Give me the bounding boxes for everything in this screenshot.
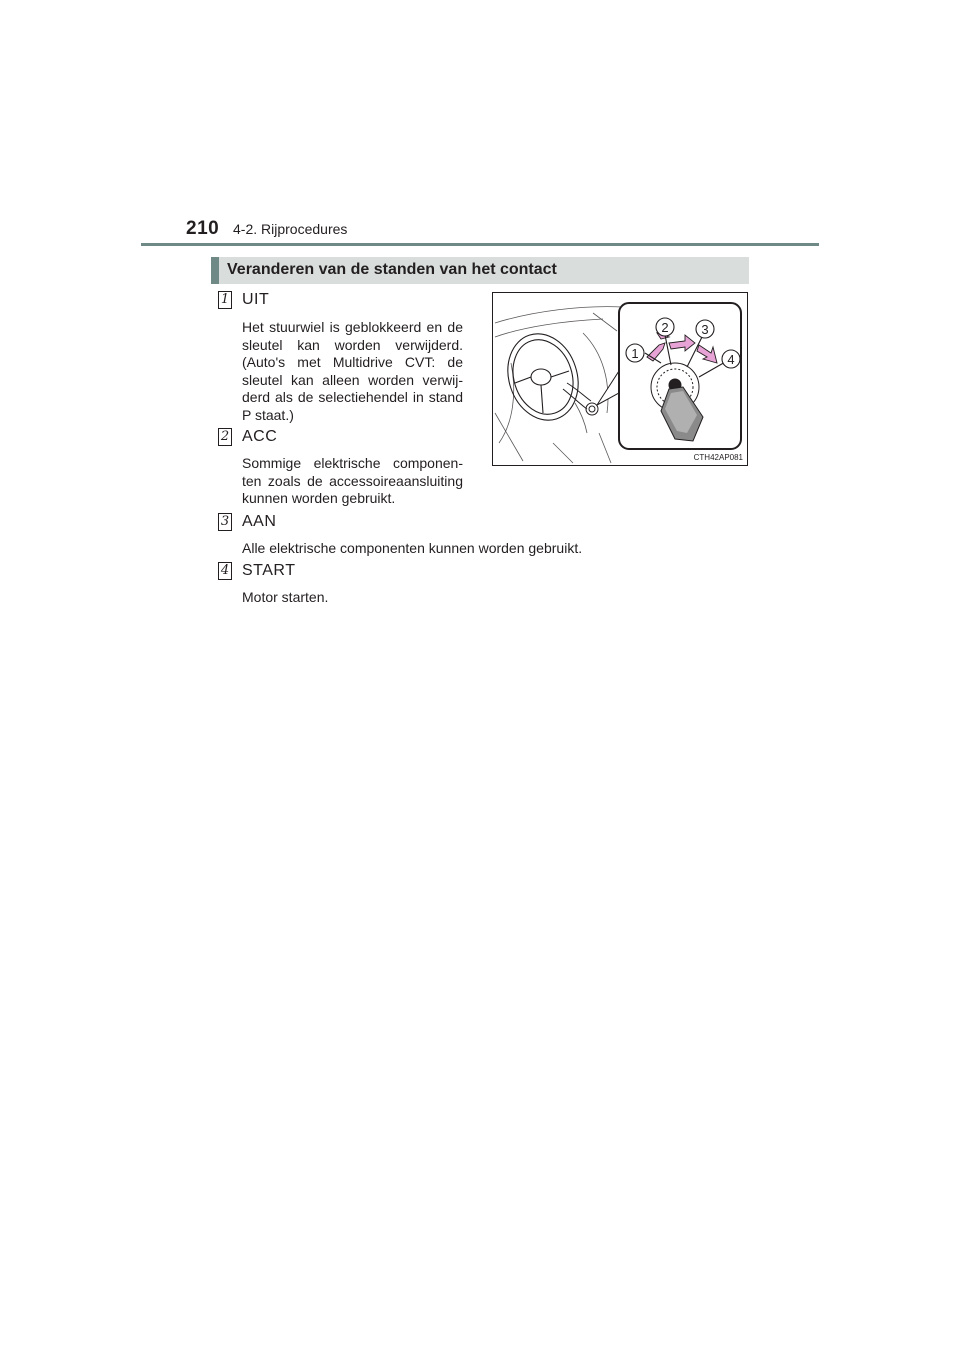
item-description: Motor starten. [242,589,329,605]
ignition-illustration [493,293,747,465]
section-heading-title: Veranderen van de standen van het contact [227,261,557,278]
item-title: START [242,562,296,579]
dashboard-lines [495,307,623,463]
item-title: AAN [242,513,277,530]
ignition-figure [492,292,748,466]
item-description: Alle elektrische componenten kunnen worden gebruikt. [242,540,583,556]
item-number-badge: 3 [218,513,232,531]
steering-column [563,383,598,415]
item-number-badge: 4 [218,562,232,580]
callout-4-label: 4 [727,352,735,367]
item-title: ACC [242,428,278,445]
figure-code: CTH42AP081 [693,453,743,462]
section-heading-accent [211,257,219,284]
item-description: Het stuurwiel is geblokkeerd en de sleutel kan worden verwijderd. (Auto's met Multidrive CVT: de sleutel kan alleen worden verwij-derd als de selectiehendel in stand P staat.) [242,319,463,423]
item-number-badge: 2 [218,428,232,446]
header-rule [141,243,819,246]
item-number-badge: 1 [218,291,232,309]
callout-2-label: 2 [661,320,669,335]
item-description: Sommige elektrische componen-ten zoals de accessoireaansluiting kunnen worden gebruikt. [242,455,463,506]
callout-1-label: 1 [631,346,639,361]
section-label: 4-2. Rijprocedures [233,221,348,237]
callout-3-label: 3 [701,322,709,337]
steering-wheel [497,325,589,430]
page-number: 210 [186,218,220,239]
item-title: UIT [242,291,270,308]
section-heading-bar [211,257,749,284]
